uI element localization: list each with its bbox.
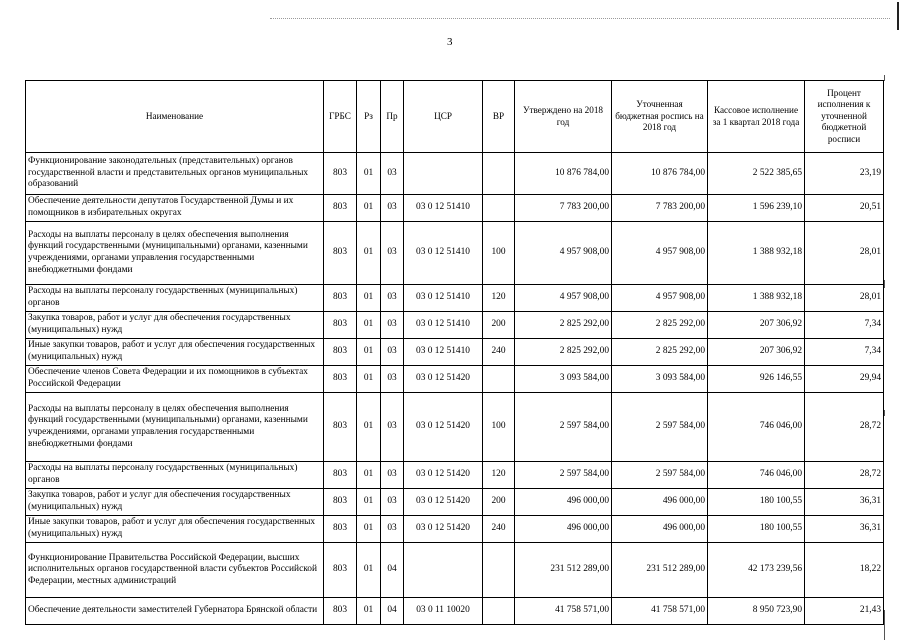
cell-grbs: 803 xyxy=(324,366,357,393)
cell-refined: 7 783 200,00 xyxy=(612,195,708,222)
cell-name: Иные закупки товаров, работ и услуг для обеспечения государственных (муниципальных) нужд xyxy=(26,516,324,543)
cell-refined: 231 512 289,00 xyxy=(612,543,708,598)
cell-pr: 03 xyxy=(381,339,404,366)
cell-csr: 03 0 12 51420 xyxy=(404,393,483,462)
cell-grbs: 803 xyxy=(324,285,357,312)
table-row xyxy=(26,462,884,489)
cell-approved: 496 000,00 xyxy=(515,489,612,516)
cell-vr xyxy=(483,366,515,393)
cell-grbs: 803 xyxy=(324,153,357,195)
cell-name: Расходы на выплаты персоналу в целях обеспечения выполнения функций государственными (муниципальными) органами, казенными учреждениями, органами управления государственными внебюджетными фондами xyxy=(26,222,324,285)
cell-csr: 03 0 12 51410 xyxy=(404,339,483,366)
cell-vr xyxy=(483,543,515,598)
cell-pr: 03 xyxy=(381,393,404,462)
cell-grbs: 803 xyxy=(324,312,357,339)
cell-grbs: 803 xyxy=(324,462,357,489)
cell-name: Функционирование Правительства Российской Федерации, высших исполнительных органов государственной власти субъектов Российской Федерации, местных администраций xyxy=(26,543,324,598)
cell-refined: 4 957 908,00 xyxy=(612,285,708,312)
table-row xyxy=(26,489,884,516)
cell-approved: 496 000,00 xyxy=(515,516,612,543)
cell-approved: 2 597 584,00 xyxy=(515,462,612,489)
cell-cash: 180 100,55 xyxy=(708,516,805,543)
cell-csr: 03 0 12 51420 xyxy=(404,366,483,393)
cell-cash: 207 306,92 xyxy=(708,312,805,339)
cell-pr: 03 xyxy=(381,366,404,393)
cell-cash: 1 388 932,18 xyxy=(708,285,805,312)
cell-refined: 2 597 584,00 xyxy=(612,462,708,489)
header-pr: Пр xyxy=(381,81,404,153)
cell-rz: 01 xyxy=(357,489,381,516)
cell-name: Обеспечение членов Совета Федерации и их помощников в субъектах Российской Федерации xyxy=(26,366,324,393)
table-header-row xyxy=(26,81,884,153)
cell-pr: 03 xyxy=(381,285,404,312)
cell-grbs: 803 xyxy=(324,489,357,516)
cell-approved: 4 957 908,00 xyxy=(515,222,612,285)
cell-vr: 100 xyxy=(483,393,515,462)
scan-top-edge xyxy=(270,18,890,20)
scan-edge-mark xyxy=(897,2,899,30)
cell-percent: 18,22 xyxy=(805,543,884,598)
cell-vr xyxy=(483,153,515,195)
cell-cash: 8 950 723,90 xyxy=(708,598,805,625)
cell-refined: 2 825 292,00 xyxy=(612,339,708,366)
cell-name: Расходы на выплаты персоналу в целях обеспечения выполнения функций государственными (муниципальными) органами, казенными учреждениями, органами управления государственными внебюджетными фондами xyxy=(26,393,324,462)
cell-percent: 20,51 xyxy=(805,195,884,222)
cell-cash: 926 146,55 xyxy=(708,366,805,393)
cell-rz: 01 xyxy=(357,598,381,625)
cell-approved: 7 783 200,00 xyxy=(515,195,612,222)
cell-grbs: 803 xyxy=(324,598,357,625)
cell-name: Функционирование законодательных (представительных) органов государственной власти и представительных органов муниципальных образований xyxy=(26,153,324,195)
cell-name: Расходы на выплаты персоналу государственных (муниципальных) органов xyxy=(26,462,324,489)
cell-cash: 746 046,00 xyxy=(708,393,805,462)
cell-pr: 03 xyxy=(381,153,404,195)
cell-refined: 4 957 908,00 xyxy=(612,222,708,285)
cell-grbs: 803 xyxy=(324,339,357,366)
cell-refined: 2 597 584,00 xyxy=(612,393,708,462)
table-row xyxy=(26,312,884,339)
table-row xyxy=(26,153,884,195)
table-row xyxy=(26,339,884,366)
cell-percent: 29,94 xyxy=(805,366,884,393)
cell-rz: 01 xyxy=(357,195,381,222)
cell-vr xyxy=(483,598,515,625)
header-csr: ЦСР xyxy=(404,81,483,153)
cell-pr: 03 xyxy=(381,195,404,222)
cell-vr: 240 xyxy=(483,516,515,543)
header-cash: Кассовое исполнение за 1 квартал 2018 года xyxy=(708,81,805,153)
cell-pr: 04 xyxy=(381,598,404,625)
cell-percent: 21,43 xyxy=(805,598,884,625)
header-name: Наименование xyxy=(26,81,324,153)
table-row xyxy=(26,222,884,285)
cell-percent: 36,31 xyxy=(805,516,884,543)
cell-approved: 3 093 584,00 xyxy=(515,366,612,393)
cell-vr: 200 xyxy=(483,312,515,339)
cell-name: Расходы на выплаты персоналу государственных (муниципальных) органов xyxy=(26,285,324,312)
cell-rz: 01 xyxy=(357,543,381,598)
cell-pr: 03 xyxy=(381,462,404,489)
cell-csr: 03 0 12 51410 xyxy=(404,312,483,339)
table-row xyxy=(26,516,884,543)
cell-refined: 496 000,00 xyxy=(612,489,708,516)
cell-approved: 10 876 784,00 xyxy=(515,153,612,195)
cell-rz: 01 xyxy=(357,339,381,366)
cell-approved: 2 597 584,00 xyxy=(515,393,612,462)
table-row xyxy=(26,195,884,222)
cell-pr: 03 xyxy=(381,516,404,543)
cell-grbs: 803 xyxy=(324,222,357,285)
scan-edge-mark xyxy=(884,610,885,640)
header-approved: Утверждено на 2018 год xyxy=(515,81,612,153)
cell-vr: 120 xyxy=(483,285,515,312)
cell-rz: 01 xyxy=(357,393,381,462)
cell-name: Иные закупки товаров, работ и услуг для обеспечения государственных (муниципальных) нужд xyxy=(26,339,324,366)
cell-vr: 200 xyxy=(483,489,515,516)
scan-edge-mark xyxy=(884,75,885,81)
cell-rz: 01 xyxy=(357,462,381,489)
cell-percent: 28,72 xyxy=(805,462,884,489)
scan-edge-mark xyxy=(884,280,885,288)
cell-vr xyxy=(483,195,515,222)
cell-cash: 2 522 385,65 xyxy=(708,153,805,195)
cell-percent: 7,34 xyxy=(805,339,884,366)
cell-name: Обеспечение деятельности депутатов Государственной Думы и их помощников в избирательных округах xyxy=(26,195,324,222)
header-rz: Рз xyxy=(357,81,381,153)
header-refined: Уточненная бюджетная роспись на 2018 год xyxy=(612,81,708,153)
cell-csr: 03 0 12 51420 xyxy=(404,489,483,516)
cell-percent: 28,01 xyxy=(805,285,884,312)
cell-pr: 04 xyxy=(381,543,404,598)
table-row xyxy=(26,543,884,598)
page-number: 3 xyxy=(447,36,453,48)
cell-vr: 100 xyxy=(483,222,515,285)
header-grbs: ГРБС xyxy=(324,81,357,153)
scan-edge-mark xyxy=(884,410,885,416)
cell-cash: 180 100,55 xyxy=(708,489,805,516)
cell-refined: 10 876 784,00 xyxy=(612,153,708,195)
cell-grbs: 803 xyxy=(324,195,357,222)
cell-csr: 03 0 12 51410 xyxy=(404,195,483,222)
cell-percent: 7,34 xyxy=(805,312,884,339)
cell-vr: 120 xyxy=(483,462,515,489)
cell-grbs: 803 xyxy=(324,516,357,543)
cell-percent: 28,72 xyxy=(805,393,884,462)
cell-csr: 03 0 11 10020 xyxy=(404,598,483,625)
table-row xyxy=(26,598,884,625)
cell-pr: 03 xyxy=(381,489,404,516)
cell-grbs: 803 xyxy=(324,543,357,598)
header-percent: Процент исполнения к уточненной бюджетной росписи xyxy=(805,81,884,153)
cell-name: Закупка товаров, работ и услуг для обеспечения государственных (муниципальных) нужд xyxy=(26,312,324,339)
cell-rz: 01 xyxy=(357,285,381,312)
cell-percent: 36,31 xyxy=(805,489,884,516)
cell-rz: 01 xyxy=(357,516,381,543)
cell-approved: 231 512 289,00 xyxy=(515,543,612,598)
cell-refined: 2 825 292,00 xyxy=(612,312,708,339)
cell-cash: 746 046,00 xyxy=(708,462,805,489)
cell-approved: 2 825 292,00 xyxy=(515,339,612,366)
cell-cash: 42 173 239,56 xyxy=(708,543,805,598)
cell-name: Обеспечение деятельности заместителей Губернатора Брянской области xyxy=(26,598,324,625)
table-row xyxy=(26,366,884,393)
cell-percent: 28,01 xyxy=(805,222,884,285)
cell-refined: 41 758 571,00 xyxy=(612,598,708,625)
cell-approved: 41 758 571,00 xyxy=(515,598,612,625)
cell-csr xyxy=(404,543,483,598)
table-row xyxy=(26,285,884,312)
cell-pr: 03 xyxy=(381,312,404,339)
cell-grbs: 803 xyxy=(324,393,357,462)
table-row xyxy=(26,393,884,462)
cell-vr: 240 xyxy=(483,339,515,366)
cell-csr xyxy=(404,153,483,195)
cell-approved: 2 825 292,00 xyxy=(515,312,612,339)
cell-rz: 01 xyxy=(357,366,381,393)
cell-csr: 03 0 12 51410 xyxy=(404,222,483,285)
cell-rz: 01 xyxy=(357,222,381,285)
header-vr: ВР xyxy=(483,81,515,153)
cell-refined: 3 093 584,00 xyxy=(612,366,708,393)
cell-csr: 03 0 12 51410 xyxy=(404,285,483,312)
cell-approved: 4 957 908,00 xyxy=(515,285,612,312)
cell-csr: 03 0 12 51420 xyxy=(404,516,483,543)
cell-refined: 496 000,00 xyxy=(612,516,708,543)
cell-pr: 03 xyxy=(381,222,404,285)
cell-percent: 23,19 xyxy=(805,153,884,195)
cell-cash: 207 306,92 xyxy=(708,339,805,366)
cell-rz: 01 xyxy=(357,153,381,195)
cell-cash: 1 596 239,10 xyxy=(708,195,805,222)
cell-name: Закупка товаров, работ и услуг для обеспечения государственных (муниципальных) нужд xyxy=(26,489,324,516)
cell-cash: 1 388 932,18 xyxy=(708,222,805,285)
cell-rz: 01 xyxy=(357,312,381,339)
cell-csr: 03 0 12 51420 xyxy=(404,462,483,489)
budget-execution-table xyxy=(25,80,884,625)
